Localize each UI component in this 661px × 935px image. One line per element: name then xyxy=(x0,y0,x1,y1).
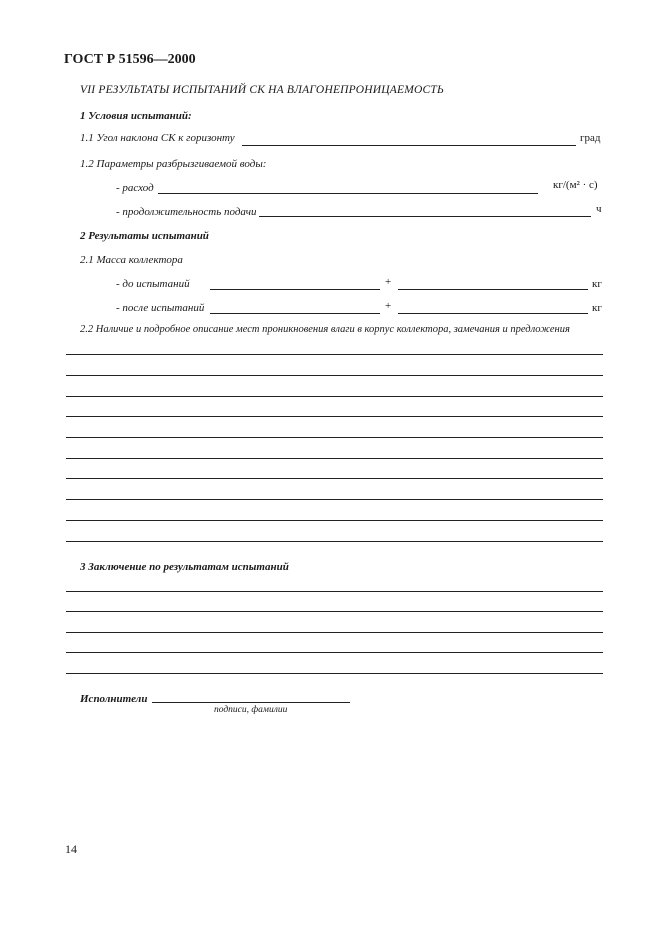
conclusion-line[interactable] xyxy=(66,591,603,592)
water-params-label: 1.2 Параметры разбрызгиваемой воды: xyxy=(80,158,267,170)
description-label: 2.2 Наличие и подробное описание мест проникновения влаги в корпус коллектора, замечания и предложения xyxy=(80,324,570,335)
duration-label: - продолжительность подачи xyxy=(116,206,257,218)
before-mass-field-1[interactable] xyxy=(210,289,380,290)
angle-unit: град xyxy=(580,132,601,144)
description-line[interactable] xyxy=(66,478,603,479)
angle-label: 1.1 Угол наклона СК к горизонту xyxy=(80,132,235,144)
signature-field[interactable] xyxy=(152,702,350,703)
conditions-heading: 1 Условия испытаний: xyxy=(80,110,192,122)
conclusion-line[interactable] xyxy=(66,673,603,674)
description-line[interactable] xyxy=(66,416,603,417)
before-plus: + xyxy=(385,276,392,288)
page-number: 14 xyxy=(65,842,77,856)
after-mass-field-2[interactable] xyxy=(398,313,588,314)
after-plus: + xyxy=(385,300,392,312)
description-line[interactable] xyxy=(66,520,603,521)
conclusion-heading: 3 Заключение по результатам испытаний xyxy=(80,561,289,573)
duration-unit: ч xyxy=(596,203,602,215)
after-mass-unit: кг xyxy=(592,302,602,314)
description-line[interactable] xyxy=(66,396,603,397)
description-line[interactable] xyxy=(66,354,603,355)
conclusion-line[interactable] xyxy=(66,632,603,633)
flow-unit: кг/(м² · с) xyxy=(553,179,598,191)
flow-label: - расход xyxy=(116,182,154,194)
before-mass-field-2[interactable] xyxy=(398,289,588,290)
angle-field[interactable] xyxy=(242,145,576,146)
conclusion-line[interactable] xyxy=(66,611,603,612)
mass-label: 2.1 Масса коллектора xyxy=(80,254,183,266)
after-mass-field-1[interactable] xyxy=(210,313,380,314)
before-label: - до испытаний xyxy=(116,278,190,290)
signature-label: Исполнители xyxy=(80,693,148,705)
description-line[interactable] xyxy=(66,437,603,438)
description-line[interactable] xyxy=(66,541,603,542)
after-label: - после испытаний xyxy=(116,302,205,314)
conclusion-line[interactable] xyxy=(66,652,603,653)
results-heading: 2 Результаты испытаний xyxy=(80,230,209,242)
section-title: VII РЕЗУЛЬТАТЫ ИСПЫТАНИЙ СК НА ВЛАГОНЕПРОНИЦАЕМОСТЬ xyxy=(80,84,444,96)
flow-field[interactable] xyxy=(158,193,538,194)
duration-field[interactable] xyxy=(259,216,591,217)
description-line[interactable] xyxy=(66,458,603,459)
description-line[interactable] xyxy=(66,375,603,376)
document-header: ГОСТ Р 51596—2000 xyxy=(64,52,196,67)
before-mass-unit: кг xyxy=(592,278,602,290)
signature-caption: подписи, фамилии xyxy=(214,705,288,715)
description-line[interactable] xyxy=(66,499,603,500)
